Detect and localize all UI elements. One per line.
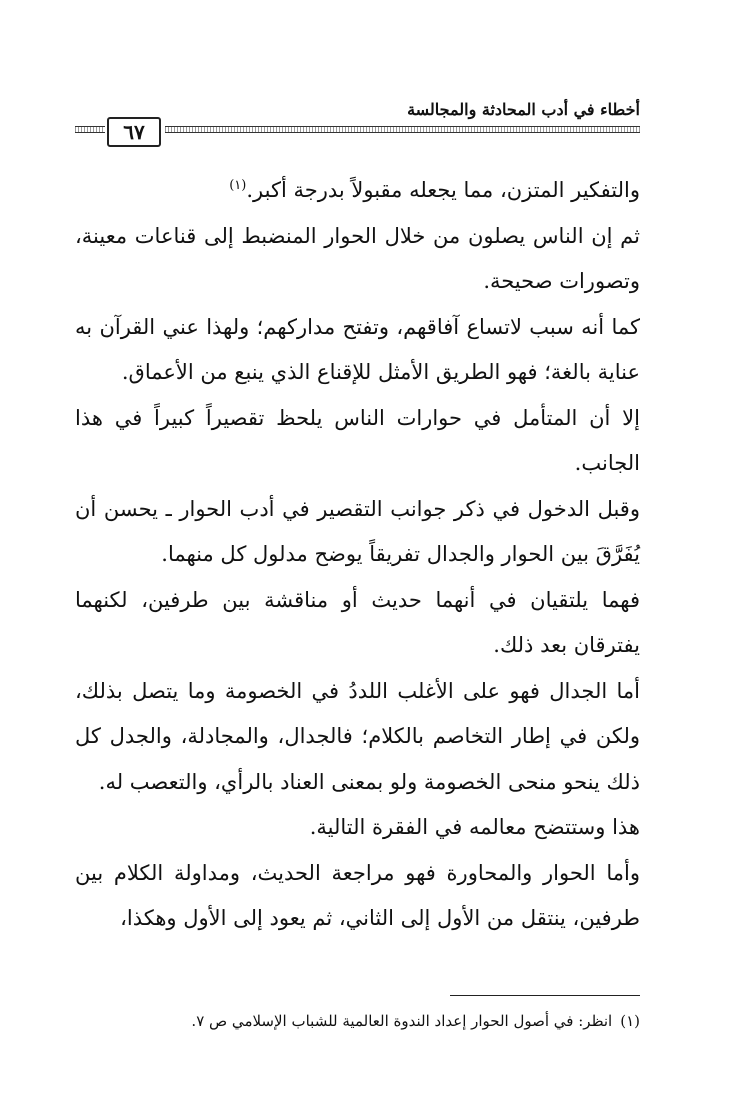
footnote <box>75 1010 640 1032</box>
paragraph: هذا وستتضح معالمه في الفقرة التالية. <box>309 815 640 839</box>
footnote-text: انظر: في أصول الحوار إعداد الندوة العالمية للشباب الإسلامي ص ٧. <box>191 1012 613 1030</box>
paragraph <box>75 168 640 214</box>
running-title: أخطاء في أدب المحادثة والمجالسة <box>407 100 640 119</box>
paragraph: وأما الحوار والمحاورة فهو مراجعة الحديث، ومداولة الكلام بين طرفين، ينتقل من الأول إلى الثاني، ثم يعود إلى الأول وهكذا، <box>75 860 640 930</box>
paragraph: وقبل الدخول في ذكر جوانب التقصير في أدب الحوار ـ يحسن أن يُفَرَّقَ بين الحوار والجدال تفريقاً يوضح مدلول كل منهما. <box>75 496 640 566</box>
header-rule-left <box>75 126 105 133</box>
page-number: ٦٧ <box>107 117 161 147</box>
paragraph: إلا أن المتأمل في حوارات الناس يلحظ تقصيراً كبيراً في هذا الجانب. <box>75 405 640 475</box>
paragraph-text: والتفكير المتزن، مما يجعله مقبولاً بدرجة أكبر. <box>246 178 640 202</box>
paragraph: فهما يلتقيان في أنهما حديث أو مناقشة بين طرفين، لكنهما يفترقان بعد ذلك. <box>75 587 640 657</box>
footnote-separator <box>450 995 640 996</box>
page-header <box>75 100 640 152</box>
paragraph: أما الجدال فهو على الأغلب اللددُ في الخصومة وما يتصل بذلك، ولكن في إطار التخاصم بالكلام؛ فالجدال، والمجادلة، والجدل كل ذلك ينحو منحى الخصومة ولو بمعنى العناد بالرأي، والتعصب له. <box>75 678 640 794</box>
header-rule-right <box>165 126 640 133</box>
footnote-reference: (١) <box>229 178 247 193</box>
paragraph: كما أنه سبب لاتساع آفاقهم، وتفتح مداركهم؛ ولهذا عني القرآن به عناية بالغة؛ فهو الطريق الأمثل للإقناع الذي ينبع من الأعماق. <box>75 314 640 384</box>
paragraph: ثم إن الناس يصلون من خلال الحوار المنضبط إلى قناعات معينة، وتصورات صحيحة. <box>75 223 640 293</box>
footnote-number: (١) <box>620 1012 640 1030</box>
body-text <box>75 168 640 942</box>
